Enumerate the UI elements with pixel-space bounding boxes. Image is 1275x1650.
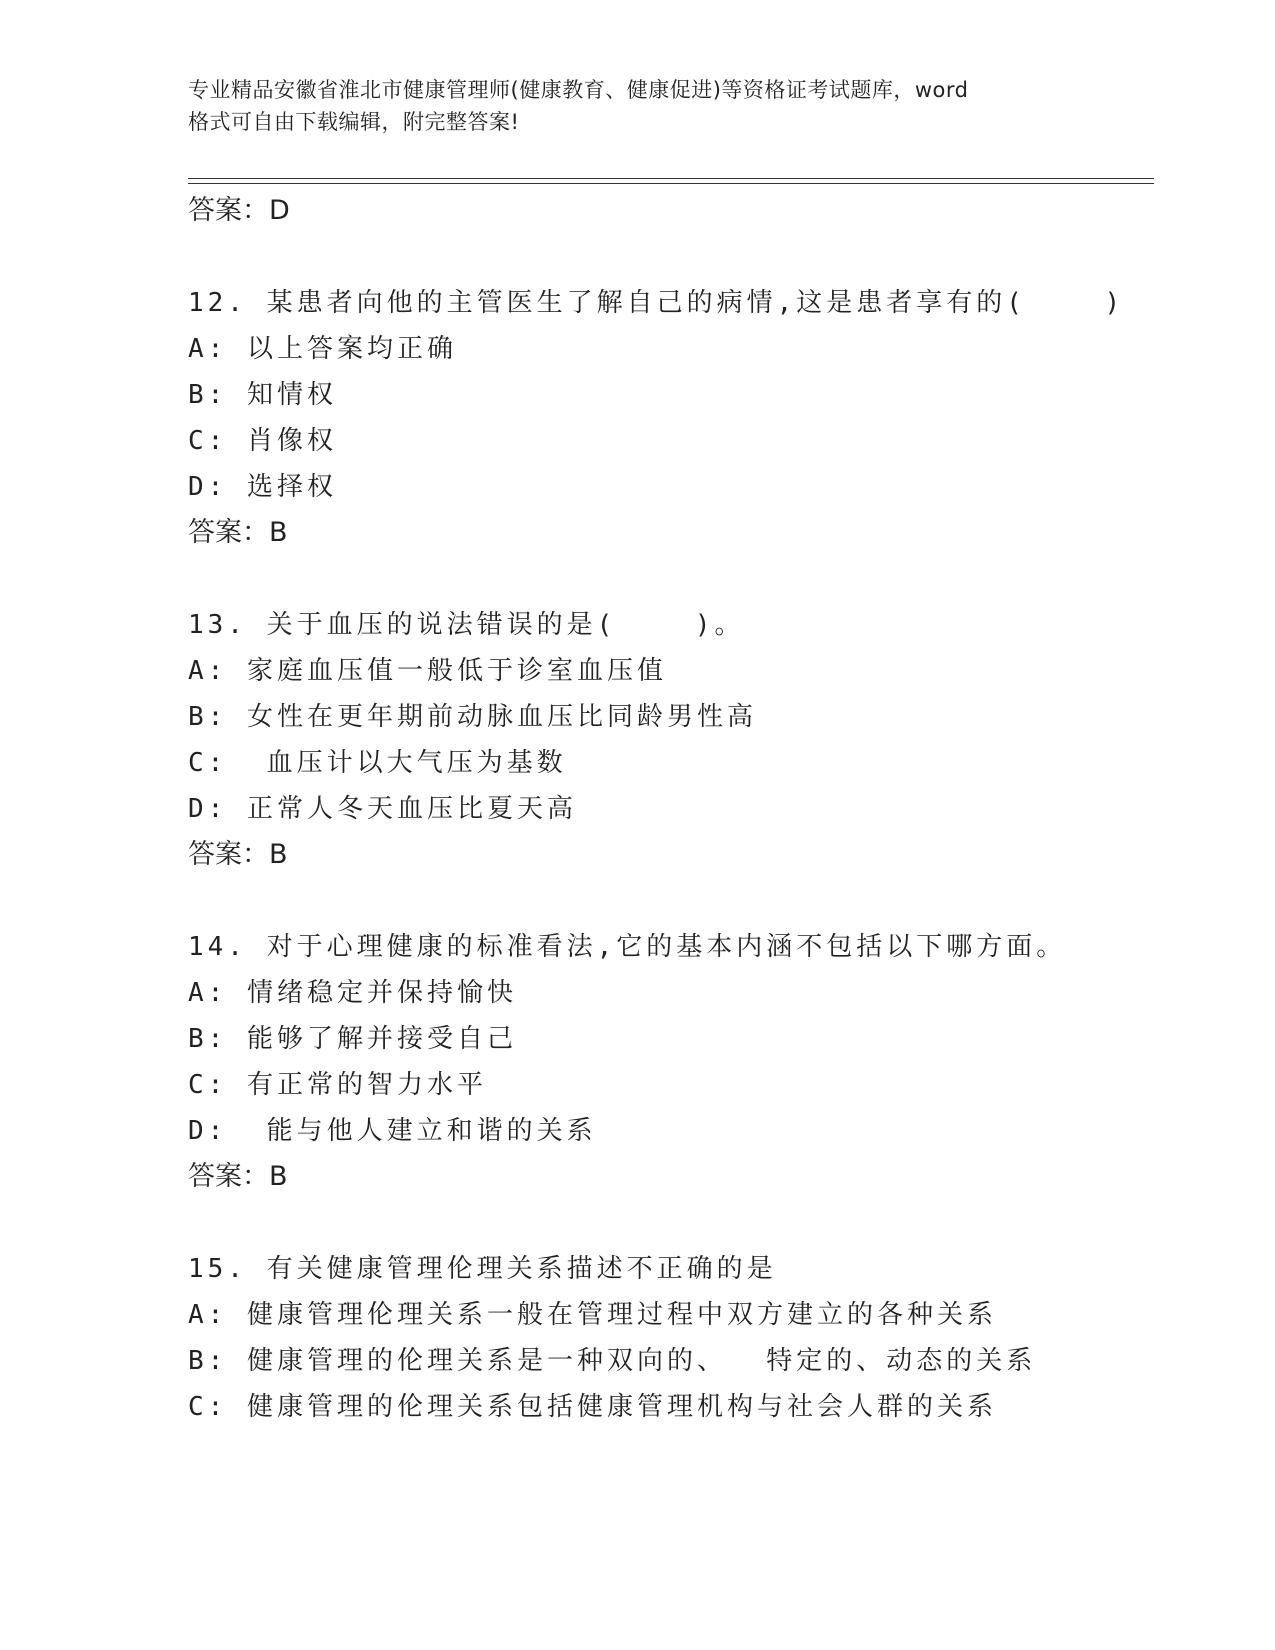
option-a: A: 健康管理伦理关系一般在管理过程中双方建立的各种关系 — [188, 1300, 997, 1330]
answer-line: 答案：B — [188, 1161, 288, 1192]
option-a: A: 情绪稳定并保持愉快 — [188, 978, 517, 1008]
option-b: B: 健康管理的伦理关系是一种双向的、 特定的、动态的关系 — [188, 1346, 1037, 1376]
option-c: C: 健康管理的伦理关系包括健康管理机构与社会人群的关系 — [188, 1392, 997, 1422]
question-text: 12. 某患者向他的主管医生了解自己的病情,这是患者享有的( ) — [188, 288, 1125, 318]
option-d: D: 选择权 — [188, 472, 337, 502]
option-b: B: 能够了解并接受自己 — [188, 1024, 517, 1054]
option-b: B: 女性在更年期前动脉血压比同龄男性高 — [188, 702, 757, 732]
question-text: 14. 对于心理健康的标准看法,它的基本内涵不包括以下哪方面。 — [188, 932, 1067, 962]
header-line-2: 格式可自由下载编辑，附完整答案! — [188, 110, 520, 134]
question-12 — [188, 280, 1154, 556]
option-c: C: 血压计以大气压为基数 — [188, 748, 567, 778]
answer-line: 答案：D — [188, 195, 290, 226]
question-15 — [188, 1246, 1154, 1430]
header-divider-top — [188, 178, 1154, 179]
option-d: D: 正常人冬天血压比夏天高 — [188, 794, 577, 824]
question-list — [188, 188, 1154, 1430]
option-c: C: 肖像权 — [188, 426, 337, 456]
question-text: 13. 关于血压的说法错误的是( )。 — [188, 610, 745, 640]
question-text: 15. 有关健康管理伦理关系描述不正确的是 — [188, 1254, 777, 1284]
header-line-1: 专业精品安徽省淮北市健康管理师(健康教育、健康促进)等资格证考试题库，word — [188, 78, 969, 102]
question-14 — [188, 924, 1154, 1200]
answer-line: 答案：B — [188, 839, 288, 870]
question-13 — [188, 602, 1154, 878]
answer-line: 答案：B — [188, 517, 288, 548]
option-a: A: 家庭血压值一般低于诊室血压值 — [188, 656, 667, 686]
document-header — [188, 74, 1088, 138]
option-d: D: 能与他人建立和谐的关系 — [188, 1116, 597, 1146]
header-divider-bottom — [188, 183, 1154, 184]
option-c: C: 有正常的智力水平 — [188, 1070, 487, 1100]
option-b: B: 知情权 — [188, 380, 337, 410]
option-a: A: 以上答案均正确 — [188, 334, 457, 364]
